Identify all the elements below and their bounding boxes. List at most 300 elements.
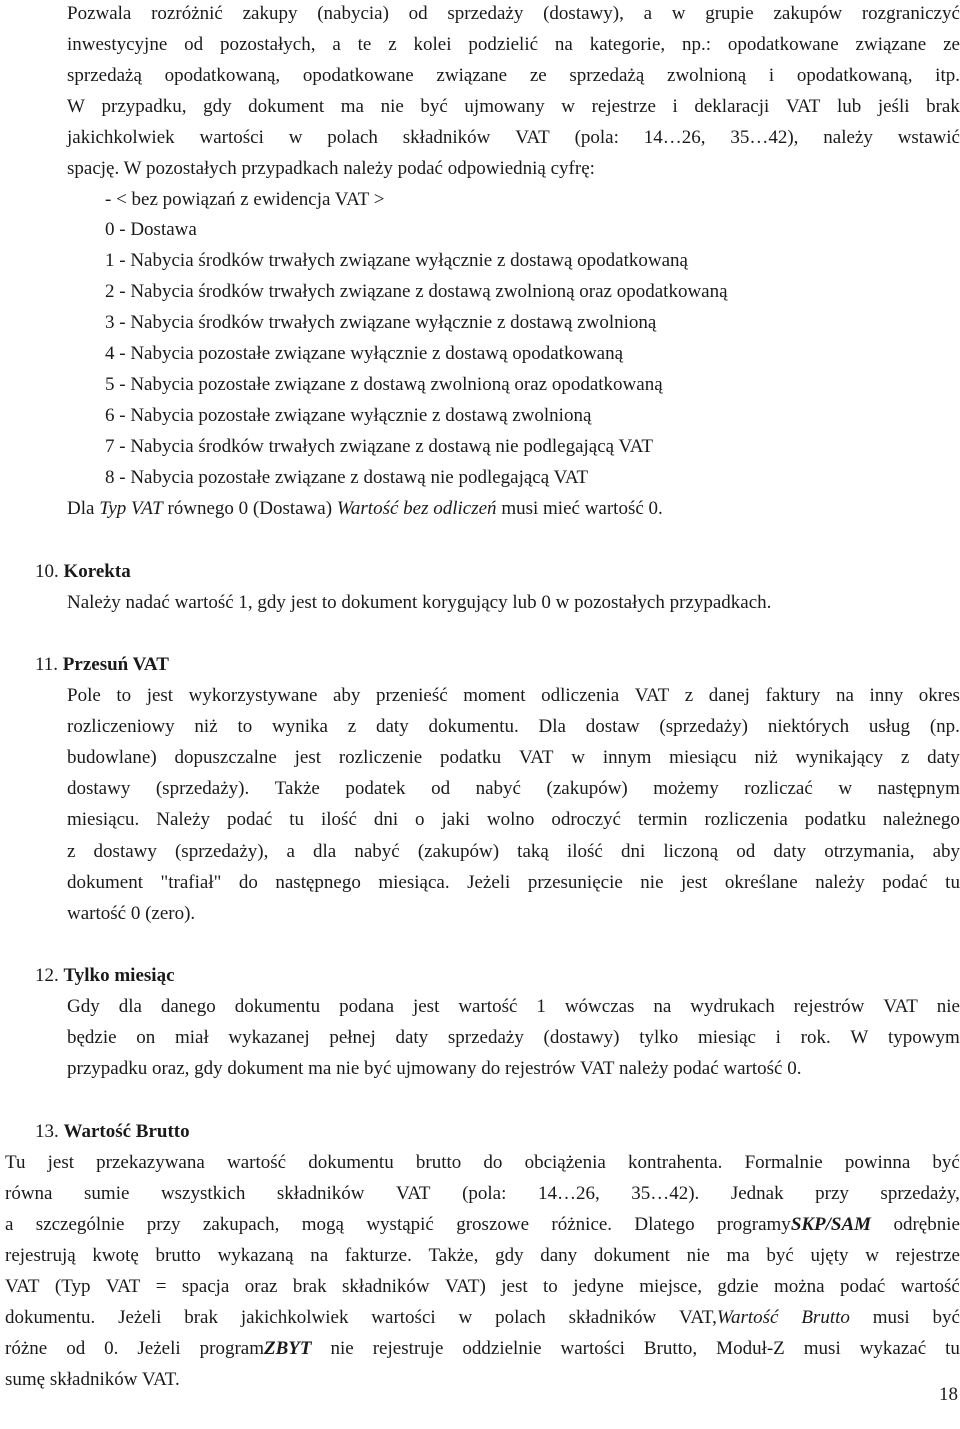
word: podatku [804,809,866,830]
intro-line [67,95,960,119]
word: ze [529,65,547,86]
word: wynikający [795,747,884,768]
word: Jeżeli [118,1307,162,1328]
word: dopuszczalne [174,747,277,768]
word: rozliczenie [338,747,423,768]
word: (dostawy), [543,3,624,24]
word: deklaracji [694,96,770,117]
list-item: 7 - Nabycia środków trwałych związane z dostawą nie podlegającą VAT [105,436,653,457]
section-text: sumę składników VAT. [5,1369,180,1390]
word: od [736,841,756,862]
section-text [67,1026,960,1050]
word: polach [495,1307,546,1328]
list-item: 5 - Nabycia pozostałe związane z dostawą zwolnioną oraz opodatkowaną [105,374,663,395]
word: liczoną [663,841,719,862]
word: Jeżeli [467,872,511,893]
word: (nabycia) [317,3,389,24]
word: dokumentu [308,1152,394,1173]
word: Także, [428,1245,479,1266]
section-text [5,1244,960,1268]
word: inny [869,685,904,706]
word: przekazywana [96,1152,205,1173]
word: i [775,1027,781,1048]
word: inwestycyjne [67,34,168,55]
word: grupie [705,3,754,24]
word: danego [160,996,216,1017]
word: wykazanej [228,1027,310,1048]
section-text [67,777,960,801]
word: jaki [441,809,470,830]
word: Gdy [67,996,100,1017]
word: Także [274,778,320,799]
word: danej [708,685,750,706]
list-item: 6 - Nabycia pozostałe związane wyłącznie z dostawą zwolnioną [105,405,592,426]
word: sprzedażą [569,65,645,86]
word: w [571,747,586,768]
word: Dlatego [634,1214,695,1235]
list-item: 8 - Nabycia pozostałe związane z dostawą nie podlegającą VAT [105,467,589,488]
word: 14…26, [537,1183,600,1204]
word: ilość [321,809,357,830]
word: pozostałych, [219,34,316,55]
word: związane [436,65,508,86]
list-item: 4 - Nabycia pozostałe związane wyłącznie z dostawą opodatkowaną [105,343,624,364]
word: z [347,716,357,737]
word: brak [292,1276,327,1297]
intro-line: spację. W pozostałych przypadkach należy podać odpowiednią cyfrę: [67,158,595,179]
word: zakupy [242,3,298,24]
word: być [932,1152,960,1173]
section-text [67,684,960,708]
word: następnego [275,872,361,893]
word: jest [294,747,322,768]
word: gdy [203,96,232,117]
intro-line [67,2,960,26]
word: wartości [371,1307,436,1328]
word: do [483,1152,503,1173]
word: tylko [639,1027,679,1048]
word: podzielić [468,34,539,55]
word: jest [47,1152,74,1173]
word: jest [146,685,174,706]
word: nie [686,1245,710,1266]
intro-line [67,126,960,150]
word: będzie [67,1027,117,1048]
word: rozróżnić [151,3,223,24]
word: ma [726,1245,750,1266]
word: podatek [345,778,406,799]
word: brak [926,96,960,117]
word: W [67,96,85,117]
word: nabyć [475,778,521,799]
word: SKP/SAM [790,1214,872,1235]
word: 0. [104,1338,119,1359]
word: opodatkowaną, [796,65,913,86]
word: otrzymania, [824,841,915,862]
word: Pole [67,685,101,706]
word: miesiącu. [67,809,140,830]
word: dany [540,1245,578,1266]
word: = [155,1276,167,1297]
word: faktury [765,685,821,706]
word: na [554,34,573,55]
word: w [838,778,853,799]
word: spacja [181,1276,230,1297]
word: wystąpić [366,1214,434,1235]
word: wydrukach [690,996,775,1017]
word: w [288,127,303,148]
word: W [850,1027,869,1048]
word: a [332,34,341,55]
word: wszystkich [160,1183,246,1204]
word: sprzedaży [447,1027,524,1048]
word: być [932,1307,960,1328]
word: zwolnioną [667,65,747,86]
word: odroczyć [551,809,621,830]
word: aby [932,841,960,862]
word: rejestrów [793,996,865,1017]
word: można [773,1276,825,1297]
word: być [766,1245,794,1266]
section-text [67,808,960,832]
word: opodatkowaną, [164,65,281,86]
word: VAT [883,996,918,1017]
word: taką [517,841,549,862]
word: nabyć [354,841,400,862]
word: ZBYT [264,1338,312,1359]
section-text [67,871,960,895]
word: termin [637,809,688,830]
section-text [67,995,960,1019]
typ-vat-note: Dla Typ VAT równego 0 (Dostawa) Wartość bez odliczeń musi mieć wartość 0. [67,498,663,519]
word: związane [855,34,927,55]
word: kontrahenta. [627,1152,723,1173]
word: tu [945,872,960,893]
word: rejestruje [372,1338,444,1359]
word: dokumentu. [428,716,519,737]
word: dla [118,996,142,1017]
word: dostawy [93,841,157,862]
section-text [5,1337,960,1361]
word: należnego [882,809,960,830]
word: przypadku, [101,96,187,117]
word: od [431,778,451,799]
word: podać [882,872,928,893]
word: kolei [413,34,452,55]
list-item: 0 - Dostawa [105,219,197,240]
word: o [415,809,425,830]
word: podać [840,1276,886,1297]
word: oddzielnie [462,1338,542,1359]
word: i [768,65,775,86]
section-text: wartość 0 (zero). [67,903,196,924]
word: opodatkowane [727,34,839,55]
word: jakichkolwiek [67,127,175,148]
word: dla [313,841,337,862]
word: ujęty [810,1245,849,1266]
word: na [835,685,854,706]
word: ze [943,34,960,55]
word: przenieść [375,685,448,706]
word: Jednak [730,1183,784,1204]
word: odrębnie [893,1214,960,1235]
word: wartość [458,996,518,1017]
word: innym [602,747,652,768]
section-text [67,715,960,739]
word: przy [815,1183,849,1204]
word: wolno [486,809,535,830]
word: rozliczać [744,778,813,799]
word: sprzedażą [67,65,142,86]
word: Pozwala [67,3,132,24]
word: jest [681,872,708,893]
word: wynika [272,716,328,737]
word: VAT) [445,1276,486,1297]
word: nie [640,872,664,893]
word: niż [194,716,218,737]
word: (zakupów) [417,841,500,862]
word: a [286,841,295,862]
word: fakturze. [344,1245,412,1266]
section-heading: 13. Wartość Brutto [35,1121,190,1142]
word: równa [5,1183,53,1204]
word: to [116,685,132,706]
word: Brutto [801,1307,850,1328]
word: polach [327,127,378,148]
word: składników [402,127,491,148]
word: (zakupów) [546,778,628,799]
word: "trafiał" [160,872,222,893]
word: składników [276,1183,365,1204]
section-text [5,1306,960,1330]
section-heading: 10. Korekta [35,561,131,582]
word: z [388,34,397,55]
word: składników [568,1307,657,1328]
word: program [199,1338,265,1359]
word: od [184,34,204,55]
word: od [408,3,428,24]
word: Moduł-Z [716,1338,785,1359]
word: (sprzedaży) [659,716,749,737]
word: dni [373,809,399,830]
word: mogą [301,1214,344,1235]
word: miał [174,1027,209,1048]
word: daty [927,747,960,768]
word: VAT [634,685,670,706]
word: rozliczenia [704,809,788,830]
word: budowlane) [67,747,157,768]
word: wykorzystywane [188,685,318,706]
word: okres [918,685,960,706]
word: dokument [67,872,143,893]
word: wartość [900,1276,960,1297]
word: należy [815,872,865,893]
word: (sprzedaży). [155,778,250,799]
word: VAT [785,96,821,117]
word: 35…42). [631,1183,700,1204]
word: jeśli [877,96,910,117]
word: nie [330,1338,354,1359]
word: rozliczeniowy [67,716,175,737]
page-number: 18 [939,1384,958,1405]
word: ilość [566,841,603,862]
word: Brutto, [643,1338,698,1359]
word: Dla [538,716,566,737]
word: VAT [105,1276,141,1297]
section-text [67,746,960,770]
word: w [561,96,575,117]
section-heading: 11. Przesuń VAT [35,654,169,675]
word: być [420,96,448,117]
word: zakupach, [202,1214,280,1235]
word: miesiąca. [378,872,450,893]
word: wstawić [897,127,960,148]
word: to [237,716,253,737]
word: dokument [248,96,325,117]
word: wykazaną [217,1245,294,1266]
word: podana [339,996,395,1017]
word: usług [868,716,911,737]
word: miesiącu [669,747,737,768]
intro-line [67,64,960,88]
word: te [357,34,372,55]
word: jedyne [573,1276,624,1297]
word: nie [936,996,960,1017]
word: lub [836,96,862,117]
word: aby [332,685,361,706]
word: musi [803,1338,841,1359]
section-heading: 12. Tylko miesiąc [35,965,175,986]
word: on [136,1027,156,1048]
word: dokumentu. [5,1307,96,1328]
word: 1 [536,996,546,1017]
word: z [684,685,694,706]
list-item: 1 - Nabycia środków trwałych związane wyłącznie z dostawą opodatkowaną [105,250,688,271]
word: 14…26, [643,127,706,148]
word: a [643,3,652,24]
word: z [67,841,76,862]
word: na [653,996,672,1017]
word: szczególnie [35,1214,125,1235]
word: 35…42), [730,127,799,148]
section-text [5,1213,960,1237]
word: VAT [515,127,550,148]
word: (dostawy) [543,1027,620,1048]
word: podatku [439,747,502,768]
word: (np. [929,716,960,737]
word: rok. [800,1027,831,1048]
word: (pola: [574,127,619,148]
word: Należy [156,809,211,830]
word: moment [463,685,526,706]
word: Tu [5,1152,26,1173]
word: sprzedaży [447,3,524,24]
word: ma [340,96,364,117]
word: podać [226,809,273,830]
section-text [67,840,960,864]
word: brutto [155,1245,201,1266]
word: VAT [396,1183,431,1204]
word: jest [501,1276,528,1297]
word: tu [289,809,305,830]
word: musi [872,1307,910,1328]
list-item: 3 - Nabycia środków trwałych związane wyłącznie z dostawą zwolnioną [105,312,657,333]
word [679,1306,778,1330]
word: miejsce, [639,1276,703,1297]
word: (Typ [54,1276,91,1297]
word: kwotę [92,1245,139,1266]
word: kategorie, [589,34,666,55]
word: typowym [888,1027,960,1048]
word: VAT [5,1276,40,1297]
word: opodatkowane [302,65,414,86]
word: to [543,1276,558,1297]
word: daty [395,1027,429,1048]
word: Jeżeli [137,1338,181,1359]
word: wykazać [859,1338,927,1359]
word: VAT [518,747,554,768]
word: brak [184,1307,218,1328]
word: miesiąc [697,1027,756,1048]
word: daty [773,841,807,862]
word: pełnej [329,1027,376,1048]
word [200,1337,312,1361]
word: ujmowany [464,96,545,117]
word: dokument [593,1245,670,1266]
list-item: - < bez powiązań z ewidencja VAT > [105,189,385,210]
word: wartości [199,127,264,148]
word: od [66,1338,86,1359]
word: Wartość [716,1307,779,1328]
word: możemy [653,778,719,799]
word: groszowe [456,1214,530,1235]
word: przy [146,1214,181,1235]
section-text: przypadku oraz, gdy dokument ma nie być ujmowany do rejestrów VAT należy podać wartość 0. [67,1058,802,1079]
word: przesunięcie [527,872,623,893]
word: w [458,1307,473,1328]
word: w [671,3,686,24]
word: dni [620,841,646,862]
word: składników [342,1276,430,1297]
word: różne [5,1338,48,1359]
word: do [238,872,258,893]
word: na [310,1245,329,1266]
word: wówczas [564,996,635,1017]
word: niż [754,747,778,768]
word: (sprzedaży), [174,841,269,862]
word: należy [823,127,873,148]
word: wartości [560,1338,625,1359]
word: rejestrują [5,1245,76,1266]
word: rozgraniczyć [861,3,960,24]
word: Formalnie [744,1152,823,1173]
section-text [5,1182,960,1206]
word: itp. [935,65,960,86]
list-item: 2 - Nabycia środków trwałych związane z dostawą zwolnioną oraz opodatkowaną [105,281,728,302]
word: daty [375,716,409,737]
word [717,1213,871,1237]
word: odliczenia [541,685,620,706]
word: VAT, [679,1307,717,1328]
word: tu [945,1338,960,1359]
section-text [5,1275,960,1299]
word: np.: [681,34,712,55]
word: obciążenia [524,1152,606,1173]
intro-line [67,33,960,57]
word: sprzedaży, [880,1183,960,1204]
word: dostaw [585,716,640,737]
word: dostawy [67,778,131,799]
